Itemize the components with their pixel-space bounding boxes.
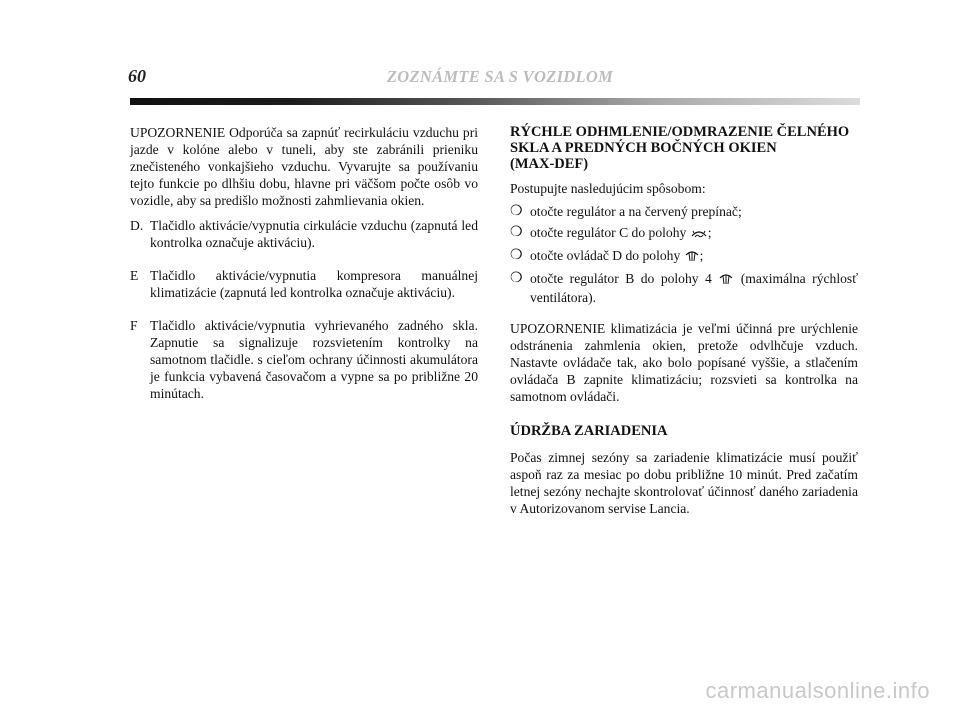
- list-item: [510, 270, 858, 306]
- list-text: Tlačidlo aktivácie/vypnutia cirkulácie vzduchu (zapnutá led kontrolka označuje aktiváciu).: [150, 218, 478, 250]
- list-key: E: [130, 268, 139, 283]
- bullet-circle-icon: ❍: [510, 225, 523, 240]
- control-list: [130, 217, 478, 402]
- list-item: [510, 224, 858, 243]
- list-item: [130, 317, 478, 402]
- list-text: Tlačidlo aktivácie/vypnutia kompresora manuálnej klimatizácie (zapnutá led kontrolka označuje aktiváciu).: [150, 268, 478, 300]
- list-text: Tlačidlo aktivácie/vypnutia vyhrievaného zadného skla. Zapnutie sa signalizuje rozsvietením kontrolky na samotnom tlačidle. s cieľom ochrany účinnosti akumulátora je funkcia vybavená časovačom a vypne sa po približne 20 minútach.: [150, 318, 478, 401]
- defrost-icon: [685, 249, 699, 266]
- list-key: F: [130, 318, 138, 333]
- bullet-circle-icon: ❍: [510, 248, 523, 263]
- page-number: 60: [128, 66, 146, 86]
- list-item: [510, 247, 858, 266]
- list-key: D.: [130, 218, 144, 233]
- header-divider: [130, 98, 860, 105]
- section-heading-maintenance: ÚDRŽBA ZARIADENIA: [510, 423, 668, 439]
- bullet-circle-icon: ❍: [510, 271, 523, 286]
- bullet-circle-icon: ❍: [510, 204, 523, 219]
- maintenance-text: Počas zimnej sezóny sa zariadenie klimatizácie musí použiť aspoň raz za mesiac po dobu približne 10 minút. Pred začatím letnej sezóny nechajte skontrolovať účinnosť daného zariadenia v Autorizovanom servise Lancia.: [510, 450, 858, 516]
- list-text: otočte regulátor C do polohy ;: [530, 224, 858, 243]
- list-item: [510, 203, 858, 220]
- list-text: otočte ovládač D do polohy ;: [530, 247, 858, 266]
- list-text: otočte regulátor a na červený prepínač;: [530, 204, 742, 219]
- defrost-icon: [719, 272, 733, 289]
- list-item: [130, 217, 478, 251]
- ac-warning: UPOZORNENIE klimatizácia je veľmi účinná pre urýchlenie odstránenia zahmlenia okien, pretože odvlhčuje vzduch. Nastavte ovládače tak, ako bolo popísané vyššie, a stlačením ovládača B zapnite klimatizáciu; rozsvieti sa kontrolka na samotnom ovládači.: [510, 321, 858, 404]
- list-item: [130, 267, 478, 301]
- list-text: otočte regulátor B do polohy 4 (maximálna rýchlosť ventilátora).: [530, 271, 858, 305]
- section-heading-defrost: RÝCHLE ODHMLENIE/ODMRAZENIE ČELNÉHO SKLA A PREDNÝCH BOČNÝCH OKIEN: [510, 124, 850, 156]
- procedure-list: [510, 203, 858, 306]
- windshield-airflow-icon: [691, 226, 707, 243]
- running-title: ZOZNÁMTE SA S VOZIDLOM: [386, 67, 614, 86]
- recirculation-warning: UPOZORNENIE Odporúča sa zapnúť recirkuláciu vzduchu pri jazde v kolóne alebo v tuneli, aby ste zabránili prieniku znečisteného vonkajšieho vzduchu. Vyvarujte sa používaniu tejto funkcie po dlhšiu dobu, hlavne pri väčšom počte osôb vo vozidle, aby sa predišlo možnosti zahmlievania okien.: [130, 125, 478, 208]
- right-column: [510, 124, 858, 517]
- section-heading-defrost-sub: (MAX-DEF): [510, 156, 589, 172]
- watermark: carmanualsonline.info: [705, 678, 930, 703]
- procedure-intro: Postupujte nasledujúcim spôsobom:: [510, 181, 706, 196]
- left-column: [130, 124, 478, 402]
